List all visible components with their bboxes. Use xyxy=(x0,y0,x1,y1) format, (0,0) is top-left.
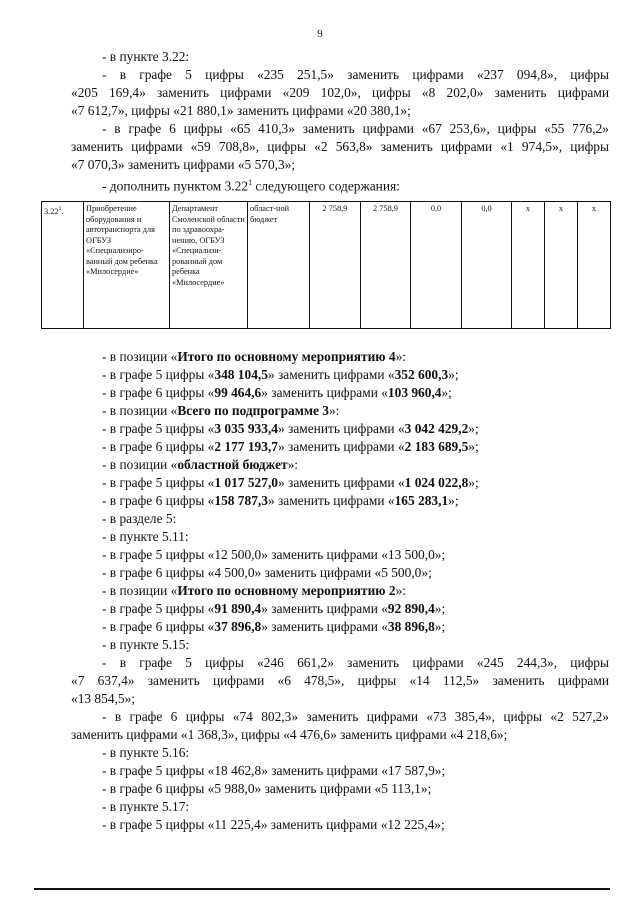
bold-fragment: областной бюджет xyxy=(177,457,288,472)
text-line: «7 070,3» заменить цифрами «5 570,3»; xyxy=(71,157,296,172)
paragraph-515-col5 xyxy=(71,654,609,708)
text-fragment: »; xyxy=(448,493,459,508)
cell-number: 3.22$^1$. xyxy=(42,202,84,329)
cell-x-3: x xyxy=(578,202,611,329)
amendment-line xyxy=(71,456,609,474)
text-line: «13 854,5»; xyxy=(71,691,135,706)
amendment-line xyxy=(71,528,609,546)
amendment-line: - в пункте 5.17: xyxy=(102,799,190,814)
amendment-line xyxy=(71,366,609,384)
amendment-line xyxy=(71,438,609,456)
amendment-line: - в графе 6 цифры «5 988,0» заменить цифрами «5 113,1»; xyxy=(102,781,432,796)
bold-fragment: 352 600,3 xyxy=(394,367,449,382)
bold-fragment: 3 042 429,2 xyxy=(404,421,469,436)
text-fragment: »; xyxy=(434,601,446,616)
text-fragment: » заменить цифрами « xyxy=(267,367,395,382)
bold-fragment: Итого по основному мероприятию 4 xyxy=(177,349,396,364)
text-fragment: - в пункте 5.11: xyxy=(102,529,189,544)
text-fragment: »; xyxy=(441,385,452,400)
intro-paragraph-col5 xyxy=(71,66,609,120)
text-fragment: »: xyxy=(328,403,340,418)
text-line: заменить цифрами «59 708,8», цифры «2 563,8» заменить цифрами «1 974,5», цифры xyxy=(71,139,609,154)
amendment-line xyxy=(71,510,609,528)
text-fragment: » заменить цифрами « xyxy=(277,439,405,454)
text-fragment: - в позиции « xyxy=(102,403,178,418)
text-fragment: » заменить цифрами « xyxy=(277,421,405,436)
text-fragment: »: xyxy=(395,349,406,364)
add-point-pre: - дополнить пунктом 3.22 xyxy=(102,178,249,194)
text-fragment: »; xyxy=(468,475,479,490)
text-fragment: - в позиции « xyxy=(102,583,178,598)
bold-fragment: Итого по основному мероприятию 2 xyxy=(177,583,396,598)
cell-executor: Департамент Смоленской области по здравоохра-нению, ОГБУЗ «Специализи-рованный дом ребенка «Милосердие» xyxy=(170,202,248,329)
cell-x-2: x xyxy=(545,202,578,329)
text-fragment: » заменить цифрами « xyxy=(261,385,388,400)
amendment-line xyxy=(71,546,609,564)
paragraph-515-col6 xyxy=(71,708,609,744)
tail-list xyxy=(71,744,609,834)
amendment-line xyxy=(71,636,609,654)
text-fragment: - в графе 6 цифры « xyxy=(102,619,215,634)
bold-fragment: 99 464,6 xyxy=(214,385,262,400)
intro-block xyxy=(71,48,609,195)
bold-fragment: 91 890,4 xyxy=(214,601,262,616)
amendment-line xyxy=(71,564,609,582)
bold-fragment: 103 960,4 xyxy=(387,385,442,400)
amendment-line xyxy=(71,618,609,636)
text-fragment: »; xyxy=(468,421,479,436)
intro-point-heading: - в пункте 3.22: xyxy=(102,49,190,64)
table-row xyxy=(42,202,611,329)
add-point-post: следующего содержания: xyxy=(252,178,400,194)
text-fragment: » заменить цифрами « xyxy=(261,619,388,634)
text-fragment: »; xyxy=(468,439,479,454)
text-line: - в графе 5 цифры «235 251,5» заменить цифрами «237 094,8», цифры xyxy=(102,67,609,82)
intro-paragraph-col6 xyxy=(71,120,609,174)
text-fragment: »: xyxy=(287,457,299,472)
text-fragment: »: xyxy=(395,583,406,598)
text-fragment: - в позиции « xyxy=(102,349,178,364)
cell-year-1: 2 758,9 xyxy=(361,202,411,329)
add-point-superscript: 1 xyxy=(248,178,253,187)
text-fragment: - в позиции « xyxy=(102,457,178,472)
cell-total: 2 758,9 xyxy=(310,202,361,329)
text-fragment: - в графе 5 цифры « xyxy=(102,601,215,616)
text-line: - в графе 5 цифры «246 661,2» заменить цифрами «245 244,3», цифры xyxy=(102,655,609,670)
text-fragment: - в графе 5 цифры « xyxy=(102,475,215,490)
bold-fragment: 1 024 022,8 xyxy=(404,475,469,490)
amendment-line: - в графе 5 цифры «11 225,4» заменить цифрами «12 225,4»; xyxy=(102,817,445,832)
text-line: «7 612,7», цифры «21 880,1» заменить цифрами «20 380,1»; xyxy=(71,103,411,118)
text-fragment: - в графе 5 цифры « xyxy=(102,421,215,436)
cell-source: област-ной бюджет xyxy=(248,202,310,329)
text-fragment: - в графе 6 цифры «4 500,0» заменить цифрами «5 500,0»; xyxy=(102,565,432,580)
cell-year-2: 0,0 xyxy=(411,202,462,329)
text-fragment: - в графе 6 цифры « xyxy=(102,385,215,400)
text-fragment: - в пункте 5.15: xyxy=(102,637,190,652)
page-number: 9 xyxy=(317,28,323,40)
text-fragment: - в разделе 5: xyxy=(102,511,177,526)
bold-fragment: 2 183 689,5 xyxy=(404,439,469,454)
text-fragment: »; xyxy=(434,619,446,634)
text-line: «205 169,4» заменить цифрами «209 102,0», цифры «8 202,0» заменить цифрами xyxy=(71,85,609,100)
bold-fragment: Всего по подпрограмме 3 xyxy=(177,403,329,418)
text-fragment: - в графе 6 цифры « xyxy=(102,493,215,508)
bold-fragment: 38 896,8 xyxy=(387,619,435,634)
amendment-line xyxy=(71,348,609,366)
text-line: заменить цифрами «1 368,3», цифры «4 476,6» заменить цифрами «4 218,6»; xyxy=(71,727,508,742)
text-fragment: » заменить цифрами « xyxy=(277,475,405,490)
cell-name: Приобретение оборудования и автотранспорта для ОГБУЗ «Специализиро-ванный дом ребенка «Милосердие» xyxy=(84,202,170,329)
add-point-line xyxy=(71,174,609,195)
text-fragment: » заменить цифрами « xyxy=(261,601,388,616)
bold-fragment: 1 017 527,0 xyxy=(214,475,278,490)
text-fragment: - в графе 5 цифры « xyxy=(102,367,215,382)
bold-fragment: 3 035 933,4 xyxy=(214,421,278,436)
cell-x-1: x xyxy=(512,202,545,329)
amendment-line: - в графе 5 цифры «18 462,8» заменить цифрами «17 587,9»; xyxy=(102,763,446,778)
text-line: - в графе 6 цифры «74 802,3» заменить цифрами «73 385,4», цифры «2 527,2» xyxy=(102,709,609,724)
cell-year-3: 0,0 xyxy=(462,202,512,329)
inserted-row-table xyxy=(41,201,611,329)
bold-fragment: 2 177 193,7 xyxy=(214,439,278,454)
amendment-line xyxy=(71,582,609,600)
bold-fragment: 37 896,8 xyxy=(214,619,262,634)
text-fragment: - в графе 5 цифры «12 500,0» заменить цифрами «13 500,0»; xyxy=(102,547,446,562)
bold-fragment: 158 787,3 xyxy=(214,493,268,508)
amendment-line: - в пункте 5.16: xyxy=(102,745,190,760)
amendment-line xyxy=(71,420,609,438)
amendment-line xyxy=(71,600,609,618)
amendment-line xyxy=(71,474,609,492)
amendments-block xyxy=(71,348,609,834)
text-line: «7 637,4» заменить цифрами «6 478,5», цифры «14 112,5» заменить цифрами xyxy=(71,673,609,688)
amendment-line xyxy=(71,492,609,510)
amendments-list xyxy=(71,348,609,654)
text-fragment: » заменить цифрами « xyxy=(267,493,395,508)
amendment-line xyxy=(71,402,609,420)
bold-fragment: 348 104,5 xyxy=(214,367,268,382)
text-fragment: »; xyxy=(448,367,459,382)
text-line: - в графе 6 цифры «65 410,3» заменить цифрами «67 253,6», цифры «55 776,2» xyxy=(102,121,609,136)
amendment-line xyxy=(71,384,609,402)
text-fragment: - в графе 6 цифры « xyxy=(102,439,215,454)
bold-fragment: 92 890,4 xyxy=(387,601,435,616)
footer-rule xyxy=(34,888,610,890)
bold-fragment: 165 283,1 xyxy=(394,493,449,508)
